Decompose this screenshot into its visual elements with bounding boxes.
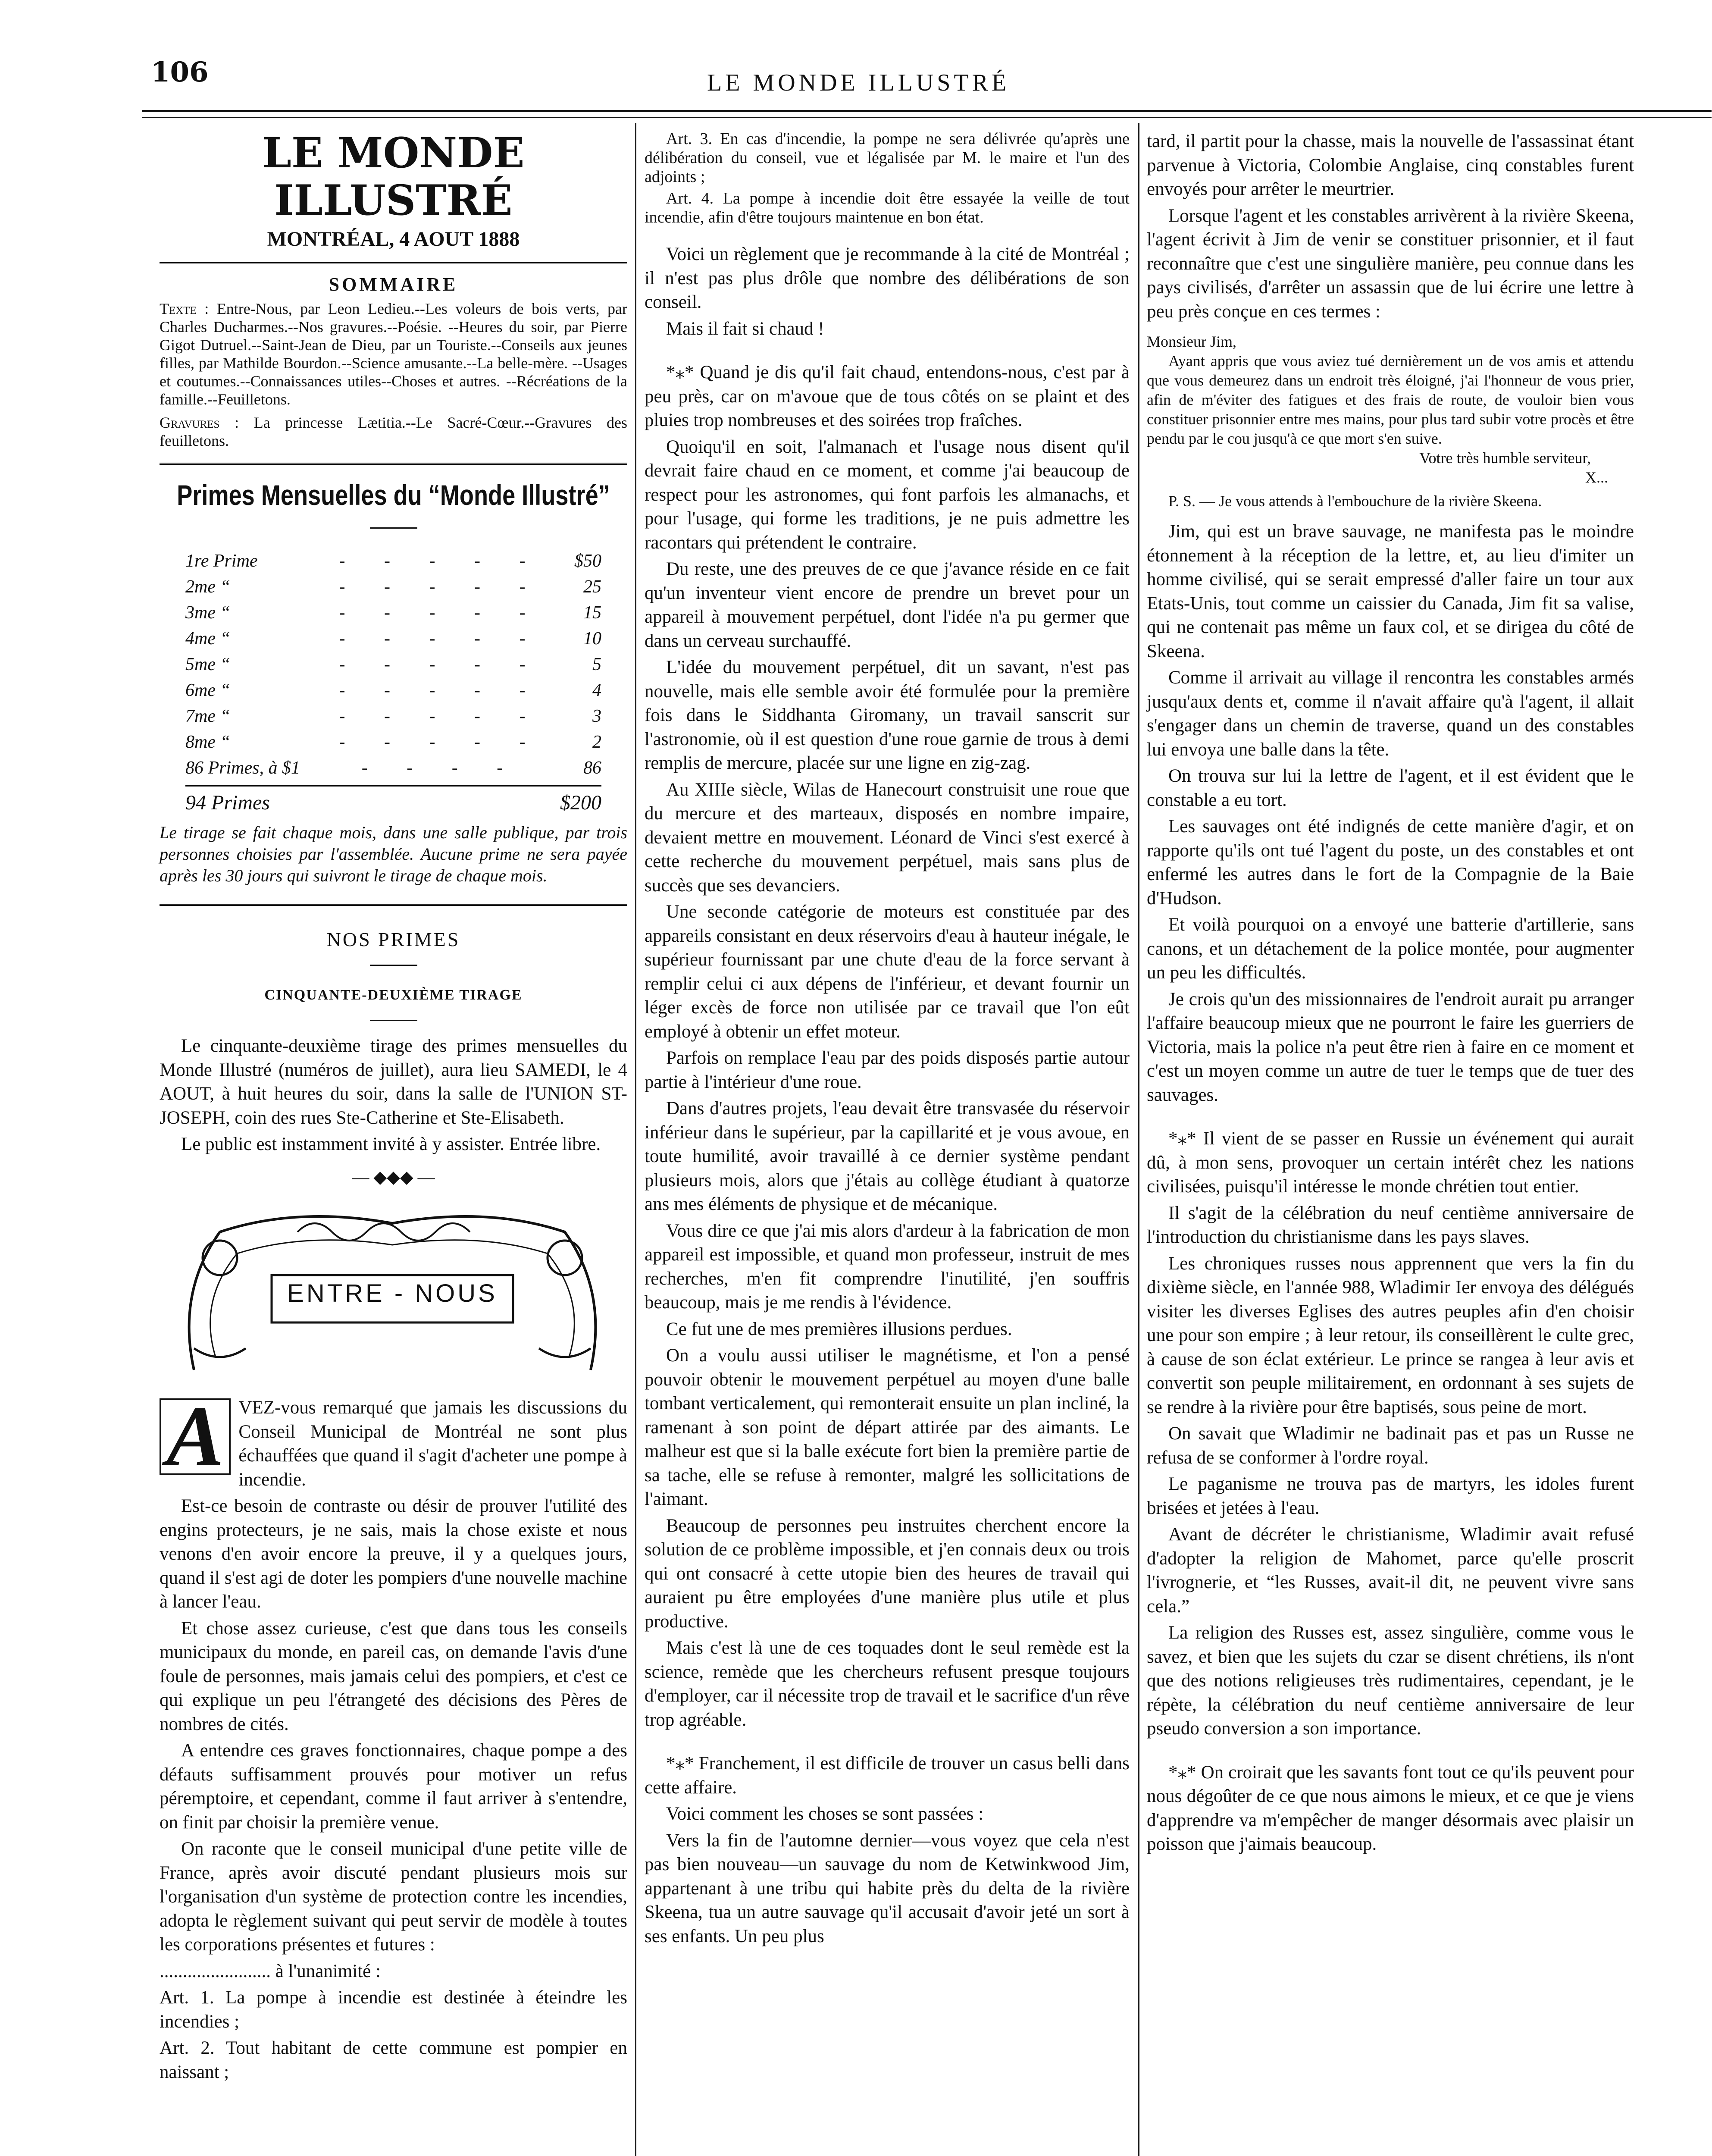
- primes-row-amount: 4: [592, 680, 601, 700]
- primes-row: [185, 548, 601, 574]
- primes-row: [185, 600, 601, 626]
- nos-primes-p1: Le cinquante-deuxième tirage des primes mensuelles du Monde Illustré (numéros de juillet), aura lieu SAMEDI, le 4 AOUT, à huit heures du soir, dans la salle de l'UNION ST-JOSEPH, coin des rues Ste-Catherine et Ste-Elisabeth.: [160, 1036, 627, 1128]
- primes-rule: [370, 527, 417, 529]
- sommaire-texte: [160, 300, 627, 408]
- ornament-divider: — ◆◆◆ —: [352, 1167, 435, 1187]
- sommaire-gravures-label: Gravures :: [160, 414, 239, 431]
- sommaire-heading: SOMMAIRE: [329, 274, 458, 295]
- primes-heading: Primes Mensuelles du “Monde Illustré”: [177, 479, 610, 511]
- letter-body: Ayant appris que vous aviez tué dernièrement un de vos amis et attendu que vous demeurez dans un endroit très éloigné, j'ai l'honneur de vous prier, afin de m'éviter des fatigues et des frais de route, de vouloir bien vous constituer prisonnier entre mes mains, pour plus tard subir votre procès et être pendu par le cou jusqu'à ce que mort s'en suive.: [1147, 352, 1634, 447]
- sommaire-texte-label: Texte :: [160, 300, 209, 317]
- column-divider-1: [635, 123, 636, 2156]
- col2-paragraph-8: Au XIIIe siècle, Wilas de Hanecourt construisit une roue que du mercure et des marteaux, disposés en nombre impaire, devaient mettre en mouvement. Léonard de Vinci s'est exercé à cette recherche du mouvement perpétuel, mais sans plus de succès que ses devanciers.: [645, 779, 1130, 896]
- primes-row: [185, 574, 601, 600]
- col2-paragraph-16: Mais c'est là une de ces toquades dont le seul remède est la science, remède que les chercheurs refusent presque toujours d'employer, car il nécessite trop de travail et le sacrifice d'un rêve trop agréable.: [645, 1638, 1130, 1730]
- primes-row-label: 86 Primes, à $1: [185, 758, 300, 778]
- col2-paragraph-9: Une seconde catégorie de moteurs est constituée par des appareils consistant en deux réservoirs d'eau à hauteur inégale, le supérieur fournissant par une chute d'eau de la force servant à remplir celui ci aux dépens de l'inférieur, et devant fournir un léger excès de force non utilisée par ce travail que l'on eût employé à obtenir un effet moteur.: [645, 902, 1130, 1042]
- primes-row-amount: 10: [583, 629, 601, 649]
- primes-row-label: 2me “: [185, 577, 230, 597]
- masthead-dateline: MONTRÉAL, 4 AOUT 1888: [267, 228, 520, 251]
- primes-row-leader: - - - - -: [339, 706, 543, 726]
- entre-nous-paragraph-6: Art. 1. La pompe à incendie est destinée à éteindre les incendies ;: [160, 1987, 627, 2032]
- primes-row-amount: 25: [583, 577, 601, 597]
- drop-cap: A: [160, 1398, 231, 1475]
- header-rule-thin: [142, 117, 1712, 118]
- entre-nous-body: [160, 1389, 627, 2084]
- col2-paragraph-14: On a voulu aussi utiliser le magnétisme, et l'on a pensé pouvoir obtenir le mouvement perpétuel au moyen d'une balle tombant verticalement, qui remonterait ensuite un plan incliné, la ramenant à son point de départ attirée par des aimants. Le malheur est que si la balle exécute fort bien la première partie de sa tache, elle se refuse à remonter, malgré les sollicitations de l'aimant.: [645, 1345, 1130, 1509]
- nos-primes-rule-2: [370, 1020, 417, 1021]
- primes-row-label: 1re Prime: [185, 551, 258, 571]
- col3-paragraph-0: tard, il partit pour la chasse, mais la nouvelle de l'assassinat étant parvenue à Victoria, Colombie Anglaise, cinq constables furent envoyés pour arrêter le meurtrier.: [1147, 131, 1634, 199]
- primes-row-label: 4me “: [185, 629, 230, 649]
- nos-primes-p2: Le public est instamment invité à y assister. Entrée libre.: [181, 1134, 601, 1154]
- page-number: 106: [151, 56, 209, 88]
- masthead-rule: [160, 262, 627, 263]
- masthead-title: LE MONDE ILLUSTRÉ: [262, 128, 525, 225]
- col3-paragraph2-9: On savait que Wladimir ne badinait pas et pas un Russe ne refusa de se conformer à l'ordre royal.: [1147, 1423, 1634, 1468]
- primes-row-label: 5me “: [185, 655, 230, 674]
- agent-letter: [1147, 332, 1634, 511]
- primes-row: [185, 677, 601, 703]
- primes-total-label: 94 Primes: [185, 791, 270, 814]
- col3-paragraph2-4: Et voilà pourquoi on a envoyé une batterie d'artillerie, sans canons, et un détachement de la police montée, pour augmenter un peu les difficultés.: [1147, 915, 1634, 983]
- entre-nous-paragraph-0: VEZ-vous remarqué que jamais les discussions du Conseil Municipal de Montréal ne sont plus échauffées que quand il s'agit d'acheter une pompe à incendie.: [238, 1398, 627, 1490]
- column-divider-2: [1138, 123, 1139, 2156]
- primes-row-leader: - - - - -: [339, 629, 543, 649]
- col2-paragraph-5: Quoiqu'il en soit, l'almanach et l'usage nous disent qu'il devrait faire chaud en ce moment, et comme j'ai beaucoup de respect pour les astronomes, qui font parfois les almanachs, et pour l'usage, qui forme les traditions, je ne puis admettre les racontars qui prétendent le contraire.: [645, 436, 1130, 553]
- col3-paragraph2-1: Comme il arrivait au village il rencontra les constables armés jusqu'aux dents et, comme il n'avait affaire qu'à l'agent, il allait s'engager dans un chemin de traverse, quand un des constables lui envoya une balle dans la tête.: [1147, 667, 1634, 760]
- running-title: LE MONDE ILLUSTRÉ: [707, 69, 1010, 96]
- entre-nous-paragraph-1: Est-ce besoin de contraste ou désir de prouver l'utilité des engins protecteurs, je ne sais, mais la chose existe et nous venons d'en avoir encore la preuve, il y a quelques jours, quand il s'est agi de doter les pompiers d'une nouvelle machine à lancer l'eau.: [160, 1496, 627, 1612]
- primes-row-leader: - - - -: [361, 758, 520, 778]
- col2-paragraph-13: Ce fut une de mes premières illusions perdues.: [666, 1319, 1012, 1339]
- col3-paragraph-1: Lorsque l'agent et les constables arrivèrent à la rivière Skeena, l'agent écrivit à Jim de venir se constituer prisonnier, et il faut reconnaître que c'est une singulière manière, peu connue dans les pays civilisés, d'arrêter un assassin que de lui écrire une lettre à peu près conçue en ces termes :: [1147, 205, 1634, 322]
- entre-nous-paragraph-3: A entendre ces graves fonctionnaires, chaque pompe a des défauts suffisamment prouvés pour motiver un refus péremptoire, et cependant, comme il faut arriver à s'entendre, on finit par choisir la première venue.: [160, 1740, 627, 1833]
- primes-row-leader: - - - - -: [339, 655, 543, 674]
- entre-nous-paragraph-2: Et chose assez curieuse, c'est que dans tous les conseils municipaux du monde, en pareil cas, on demande l'avis d'une foule de personnes, mais jamais celui des pompiers, et c'est ce qui explique un peu l'étrangeté des décisions des Pères de nombres de cités.: [160, 1618, 627, 1734]
- column-3: [1147, 129, 1634, 1859]
- col2-paragraph-4: *⁎* Quand je dis qu'il fait chaud, entendons-nous, c'est par à peu près, car on m'avoue que de tous côtés on se plaint et des pluies trop nombreuses et des soirées trop fraîches.: [645, 362, 1130, 430]
- primes-row: [185, 652, 601, 677]
- primes-row-leader: - - - - -: [339, 577, 543, 597]
- primes-row-label: 8me “: [185, 732, 230, 752]
- sommaire-gravures: [160, 414, 627, 450]
- primes-total-amount: $200: [560, 791, 601, 814]
- col2-paragraph-3: Mais il fait si chaud !: [666, 318, 824, 339]
- primes-row-label: 7me “: [185, 706, 230, 726]
- primes-row-amount: 5: [592, 655, 601, 674]
- col3-paragraph2-7: Il s'agit de la célébration du neuf centième anniversaire de l'introduction du christianisme dans les pays slaves.: [1147, 1203, 1634, 1247]
- col3-paragraph2-12: La religion des Russes est, assez singulière, comme vous le savez, et bien que les sujets du czar se disent chrétiens, ils n'ont que des notions religieuses très rudimentaires, cependant, je le répète, la célébration du neuf centième anniversaire de leur pseudo conversion a son importance.: [1147, 1623, 1634, 1739]
- col2-paragraph-19: Vers la fin de l'automne dernier—vous voyez que cela n'est pas bien nouveau—un sauvage du nom de Ketwinkwood Jim, appartenant à une tribu qui habite près du delta de la rivière Skeena, tua un autre sauvage qu'il accusait d'avoir jeté un sort à ses enfants. Un peu plus: [645, 1830, 1130, 1946]
- sommaire-texte-body: Entre-Nous, par Leon Ledieu.--Les voleurs de bois verts, par Charles Ducharmes.--Nos gravures.--Poésie. --Heures du soir, par Pierre Gigot Dutruel.--Saint-Jean de Dieu, par un Touriste.--Conseils aux jeunes filles, par Mathilde Bourdon.--Science amusante.--La belle-mère. --Usages et coutumes.--Connaissances utiles--Choses et autres. --Récréations de la famille.--Feuilletons.: [160, 300, 628, 408]
- primes-row-leader: - - - - -: [339, 551, 543, 571]
- column-2: [645, 129, 1130, 1951]
- col2-paragraph-7: L'idée du mouvement perpétuel, dit un savant, n'est pas nouvelle, mais elle semble avoir été formulée pour la première fois dans le Siddhanta Giromany, un travail sanscrit sur l'astronomie, où il est question d'une roue garnie de trous à demi remplis de mercure, placée sur une ligne en zig-zag.: [645, 657, 1130, 773]
- sommaire-gravures-body: La princesse Lætitia.--Le Sacré-Cœur.--Gravures des feuilletons.: [160, 414, 628, 449]
- entre-nous-title: ENTRE - NOUS: [287, 1279, 498, 1307]
- primes-total-row: [185, 790, 601, 816]
- entre-nous-paragraph-7: Art. 2. Tout habitant de cette commune est pompier en naissant ;: [160, 2038, 627, 2082]
- entre-nous-banner: [168, 1206, 619, 1379]
- primes-total-rule: [185, 785, 601, 787]
- primes-end-rule: [160, 904, 627, 906]
- col2-paragraph-6: Du reste, une des preuves de ce que j'avance réside en ce fait qu'un inventeur vient encore de prendre un brevet pour un appareil à mouvement perpétuel, dont l'idée n'a pu germer que dans un cerveau surchauffé.: [645, 559, 1130, 651]
- primes-row: [185, 703, 601, 729]
- col3-paragraph2-6: *⁎* Il vient de se passer en Russie un événement qui aurait dû, à mon sens, provoquer un certain intérêt chez les nations civilisées, puisqu'il intéresse le monde chrétien tout entier.: [1147, 1128, 1634, 1197]
- nos-primes-subheading: CINQUANTE-DEUXIÈME TIRAGE: [264, 987, 523, 1003]
- col2-paragraph-18: Voici comment les choses se sont passées :: [666, 1804, 984, 1824]
- primes-row-label: 3me “: [185, 603, 230, 623]
- nos-primes-heading: NOS PRIMES: [326, 928, 460, 950]
- primes-row-leader: - - - - -: [339, 680, 543, 700]
- primes-note: Le tirage se fait chaque mois, dans une salle publique, par trois personnes choisies par l'assemblée. Aucune prime ne sera payée après les 30 jours qui suivront le tirage de chaque mois.: [160, 823, 627, 885]
- col2-paragraph-17: *⁎* Franchement, il est difficile de trouver un casus belli dans cette affaire.: [645, 1753, 1130, 1798]
- col3-paragraph2-2: On trouva sur lui la lettre de l'agent, et il est évident que le constable a eu tort.: [1147, 766, 1634, 810]
- primes-row-leader: - - - - -: [339, 603, 543, 623]
- primes-row-amount: $50: [574, 551, 601, 571]
- header-rule: [142, 110, 1712, 112]
- col2-paragraph-2: Voici un règlement que je recommande à la cité de Montréal ; il n'est pas plus drôle que nombre des délibérations de son conseil.: [645, 244, 1130, 312]
- letter-signature: X...: [1585, 469, 1608, 486]
- primes-row-amount: 15: [583, 603, 601, 623]
- col2-paragraph-1: Art. 4. La pompe à incendie doit être essayée la veille de tout incendie, afin d'être toujours maintenue en bon état.: [645, 189, 1130, 226]
- letter-close: Votre très humble serviteur,: [1419, 449, 1591, 467]
- primes-row-amount: 2: [592, 732, 601, 752]
- entre-nous-first-paragraph: [160, 1389, 627, 1492]
- primes-row-amount: 86: [583, 758, 601, 778]
- col3-paragraph2-3: Les sauvages ont été indignés de cette manière d'agir, et on rapporte qu'ils ont tué l'agent du poste, un des constables et ont enfermé les autres dans le fort de la Compagnie de la Baie d'Hudson.: [1147, 816, 1634, 909]
- primes-row: [185, 626, 601, 652]
- col3-paragraph2-10: Le paganisme ne trouva pas de martyrs, les idoles furent brisées et jetées à l'eau.: [1147, 1474, 1634, 1518]
- col2-paragraph-0: Art. 3. En cas d'incendie, la pompe ne sera délivrée qu'après une délibération du conseil, vue et légalisée par M. le maire et l'un des adjoints ;: [645, 130, 1130, 186]
- entre-nous-paragraph-4: On raconte que le conseil municipal d'une petite ville de France, après avoir discuté pendant plusieurs mois sur l'organisation d'un système de protection contre les incendies, adopta le règlement suivant qui peut servir de modèle à toutes les corporations présentes et futures :: [160, 1839, 627, 1955]
- entre-nous-paragraph-5: ........................ à l'unanimité :: [160, 1961, 381, 1981]
- col3-paragraph2-8: Les chroniques russes nous apprennent que vers la fin du dixième siècle, en l'année 988, Wladimir Ier envoya des délégués visiter les diverses Eglises des autres peuples afin d'en choisir une pour son empire ; à leur retour, ils conseillèrent le culte grec, à cause de son éclat extérieur. Le prince se rangea à leur avis et convertit son peuple militairement, en ordonnant à ses sujets de se rendre à la rivière pour être baptisés, sous peine de mort.: [1147, 1253, 1634, 1417]
- sommaire-rule: [160, 463, 627, 465]
- nos-primes-rule: [370, 965, 417, 966]
- primes-row: [185, 729, 601, 755]
- letter-salutation: Monsieur Jim,: [1147, 333, 1237, 350]
- column-1: [160, 129, 627, 2087]
- primes-row-leader: - - - - -: [339, 732, 543, 752]
- primes-table: [185, 548, 601, 781]
- col3-paragraph2-5: Je crois qu'un des missionnaires de l'endroit aurait pu arranger l'affaire beaucoup mieux que ne pourront le faire les guerriers de Victoria, mais la police n'a peut être rien à faire en ce moment et c'est un moyen comme un autre de tuer le temps que de tuer des sauvages.: [1147, 989, 1634, 1105]
- col2-paragraph-10: Parfois on remplace l'eau par des poids disposés partie autour partie à l'intérieur d'une roue.: [645, 1048, 1130, 1092]
- col3-paragraph2-13: *⁎* On croirait que les savants font tout ce qu'ils peuvent pour nous dégoûter de ce que nous aimons le mieux, et ce que je viens d'apprendre va m'empêcher de manger désormais avec plaisir un poisson que j'aimais beaucoup.: [1147, 1762, 1634, 1854]
- col3-paragraph2-11: Avant de décréter le christianisme, Wladimir avait refusé d'adopter la religion de Mahomet, parce qu'elle proscrit l'ivrognerie, et “les Russes, avait-il dit, ne peuvent vivre sans cela.”: [1147, 1524, 1634, 1617]
- primes-row-amount: 3: [592, 706, 601, 726]
- col2-paragraph-11: Dans d'autres projets, l'eau devait être transvasée du réservoir inférieur dans le supérieur, par la capillarité et je vous avoue, en toute humilité, avoir travaillé à ce dernier système pendant plusieurs mois, alors que j'étais au collège étudiant à quatorze ans mes éléments de physique et de mécanique.: [645, 1098, 1130, 1214]
- col2-paragraph-12: Vous dire ce que j'ai mis alors d'ardeur à la fabrication de mon appareil est impossible, et quand mon professeur, instruit de mes recherches, m'en fit comprendre l'inutilité, j'en souffris beaucoup, mais je me rendis à l'évidence.: [645, 1220, 1130, 1313]
- col2-paragraph-15: Beaucoup de personnes peu instruites cherchent encore la solution de ce problème impossible, et j'en connais deux ou trois qui ont consacré à cette utopie bien des heures de travail qui auraient pu être employées d'une manière plus utile et plus productive.: [645, 1515, 1130, 1632]
- primes-row-label: 6me “: [185, 680, 230, 700]
- letter-ps: P. S. — Je vous attends à l'embouchure de la rivière Skeena.: [1168, 492, 1542, 510]
- primes-row: [185, 755, 601, 781]
- col3-paragraph2-0: Jim, qui est un brave sauvage, ne manifesta pas le moindre étonnement à la réception de la lettre, et, au lieu d'imiter un homme civilisé, qui se serait empressé d'aller faire un tour aux Etats-Unis, tout comme un caissier du Canada, Jim fit sa valise, qui ne contenait pas même un faux col, et se dirigea du côté de Skeena.: [1147, 521, 1634, 661]
